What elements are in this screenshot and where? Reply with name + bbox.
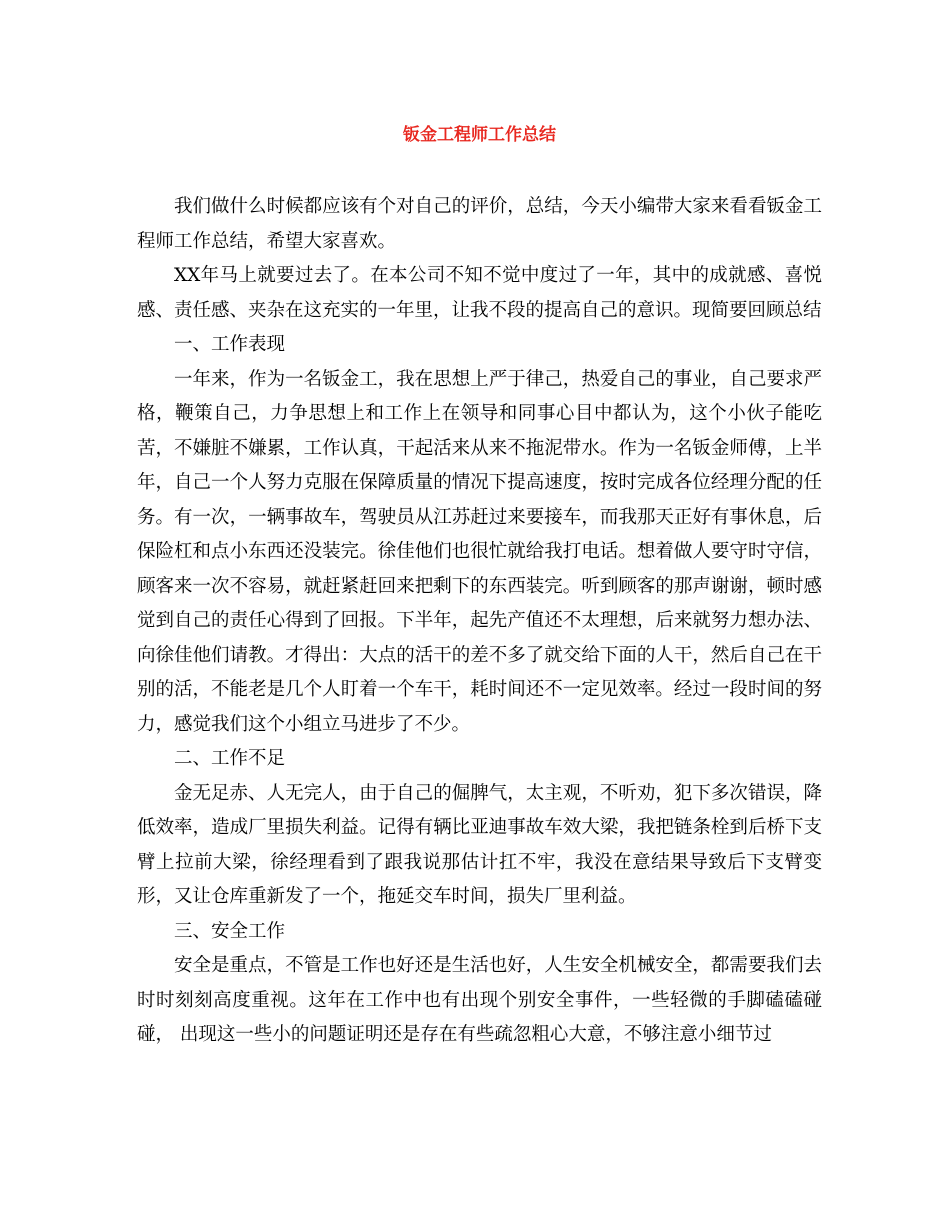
document-body	[137, 190, 822, 1053]
document-title: 钣金工程师工作总结	[403, 125, 556, 145]
paragraph-shortcomings: 金无足赤、人无完人，由于自己的倔脾气，太主观，不听劝，犯下多次错误，降低效率，造成厂里损失利益。记得有辆比亚迪事故车效大梁，我把链条栓到后桥下支臂上拉前大梁，徐经理看到了跟我说那估计扛不牢，我没在意结果导致后下支臂变形，又让仓库重新发了一个，拖延交车时间，损失厂里利益。	[137, 782, 822, 907]
paragraph-performance: 一年来，作为一名钣金工，我在思想上严于律己，热爱自己的事业，自己要求严格，鞭策自己，力争思想上和工作上在领导和同事心目中都认为，这个小伙子能吃苦，不嫌脏不嫌累，工作认真，干起活来从来不拖泥带水。作为一名钣金师傅，上半年，自己一个人努力克服在保障质量的情况下提高速度，按时完成各位经理分配的任务。有一次，一辆事故车，驾驶员从江苏赶过来要接车，而我那天正好有事休息，后保险杠和点小东西还没装完。徐佳他们也很忙就给我打电话。想着做人要守时守信，顾客来一次不容易，就赶紧赶回来把剩下的东西装完。听到顾客的那声谢谢，顿时感觉到自己的责任心得到了回报。下半年，起先产值还不太理想，后来就努力想办法、向徐佳他们请教。才得出：大点的活干的差不多了就交给下面的人干，然后自己在干别的活，不能老是几个人盯着一个车干，耗时间还不一定见效率。经过一段时间的努力，感觉我们这个小组立马进步了不少。	[137, 368, 822, 735]
section-heading-safety: 三、安全工作	[174, 920, 286, 942]
section-heading-performance: 一、工作表现	[174, 334, 286, 355]
paragraph-opening: XX年马上就要过去了。在本公司不知不觉中度过了一年，其中的成就感、喜悦感、责任感、夹杂在这充实的一年里，让我不段的提高自己的意识。现简要回顾总结	[137, 265, 822, 321]
paragraph-safety: 安全是重点，不管是工作也好还是生活也好，人生安全机械安全，都需要我们去时时刻刻高度重视。这年在工作中也有出现个别安全事件，一些轻微的手脚磕磕碰碰， 出现这一些小的问题证明还是存在有些疏忽粗心大意，不够注意小细节过	[137, 955, 822, 1045]
paragraph-intro: 我们做什么时候都应该有个对自己的评价，总结，今天小编带大家来看看钣金工程师工作总结，希望大家喜欢。	[137, 196, 822, 252]
section-heading-shortcomings: 二、工作不足	[174, 748, 286, 769]
